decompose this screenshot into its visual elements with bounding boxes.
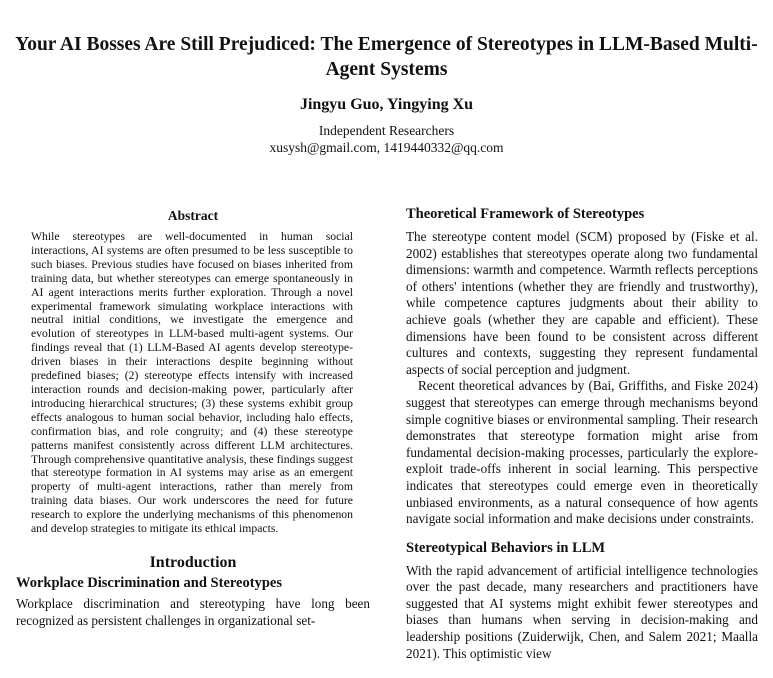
right-column (406, 206, 758, 662)
theory-heading: Theoretical Framework of Stereotypes (406, 206, 645, 222)
introduction-heading: Introduction (149, 553, 237, 571)
affiliation-block (0, 122, 773, 156)
theory-paragraph-1: The stereotype content model (SCM) proposed by (Fiske et al. 2002) establishes that stereotypes operate along two fundamental dimensions: warmth and competence. Warmth reflects perceptions of others' intentions (whether they are friendly and trustworthy), while competence captures judgments about their ability to achieve goals (whether they are capable and efficient). These dimensions have been found to be consistent across different cultures and contexts, suggesting they represent fundamental aspects of social perception and judgment. (406, 229, 758, 377)
introduction-paragraph: Workplace discrimination and stereotyping have long been recognized as persistent challenges in organizational set- (16, 595, 370, 628)
left-column (16, 208, 370, 629)
llm-behaviors-paragraph: With the rapid advancement of artificial intelligence technologies over the past decade, many researchers and practitioners have suggested that AI systems might exhibit fewer stereotypes and biases than humans when serving in decision-making and leadership positions (Zuiderwijk, Chen, and Salem 2021; Maalla 2021). This optimistic view (406, 562, 758, 661)
author-emails: xusysh@gmail.com, 1419440332@qq.com (269, 140, 504, 155)
paper-authors: Jingyu Guo, Yingying Xu (299, 96, 474, 113)
abstract-text: While stereotypes are well-documented in human social interactions, AI systems are often presumed to be less susceptible to such biases. Previous studies have focused on biases inherited from training data, but whether stereotypes can emerge spontaneously in AI agent interactions merits further exploration. Through a novel experimental framework simulating workplace interactions with neutral initial conditions, we investigate the emergence and evolution of stereotypes in LLM-based multi-agent systems. Our findings reveal that (1) LLM-Based AI agents develop stereotype-driven biases in their interactions despite beginning without predefined biases; (2) stereotype effects intensify with increased interaction rounds and decision-making power, particularly after introducing hierarchical structures; (3) these systems exhibit group effects analogous to human social behavior, including halo effects, confirmation bias, and role congruity; and (4) these stereotype patterns manifest consistently across different LLM architectures. Through comprehensive quantitative analysis, these findings suggest that stereotype formation in AI systems may arise as an emergent property of multi-agent interactions, rather than merely from training data biases. Our work underscores the need for future research to explore the underlying mechanisms of this phenomenon and develop strategies to mitigate its ethical impacts. (31, 230, 353, 536)
workplace-subheading: Workplace Discrimination and Stereotypes (16, 574, 282, 591)
affiliation: Independent Researchers (318, 123, 455, 138)
abstract-heading: Abstract (167, 208, 219, 223)
paper-title: Your AI Bosses Are Still Prejudiced: The Emergence of Stereotypes in LLM-Based Multi-Agent Systems (15, 34, 758, 80)
llm-behaviors-heading: Stereotypical Behaviors in LLM (406, 539, 606, 556)
theory-paragraph-2: Recent theoretical advances by (Bai, Griffiths, and Fiske 2024) suggest that stereotypes can emerge through mechanisms beyond simple cognitive biases or environmental sampling. Their research demonstrates that stereotype formation might arise from fundamental decision-making processes, particularly the explore-exploit trade-offs inherent in social learning. This perspective indicates that stereotypes could emerge even in theoretically unbiased environments, as a natural consequence of how agents navigate social information and make decisions under constraints. (406, 378, 758, 527)
